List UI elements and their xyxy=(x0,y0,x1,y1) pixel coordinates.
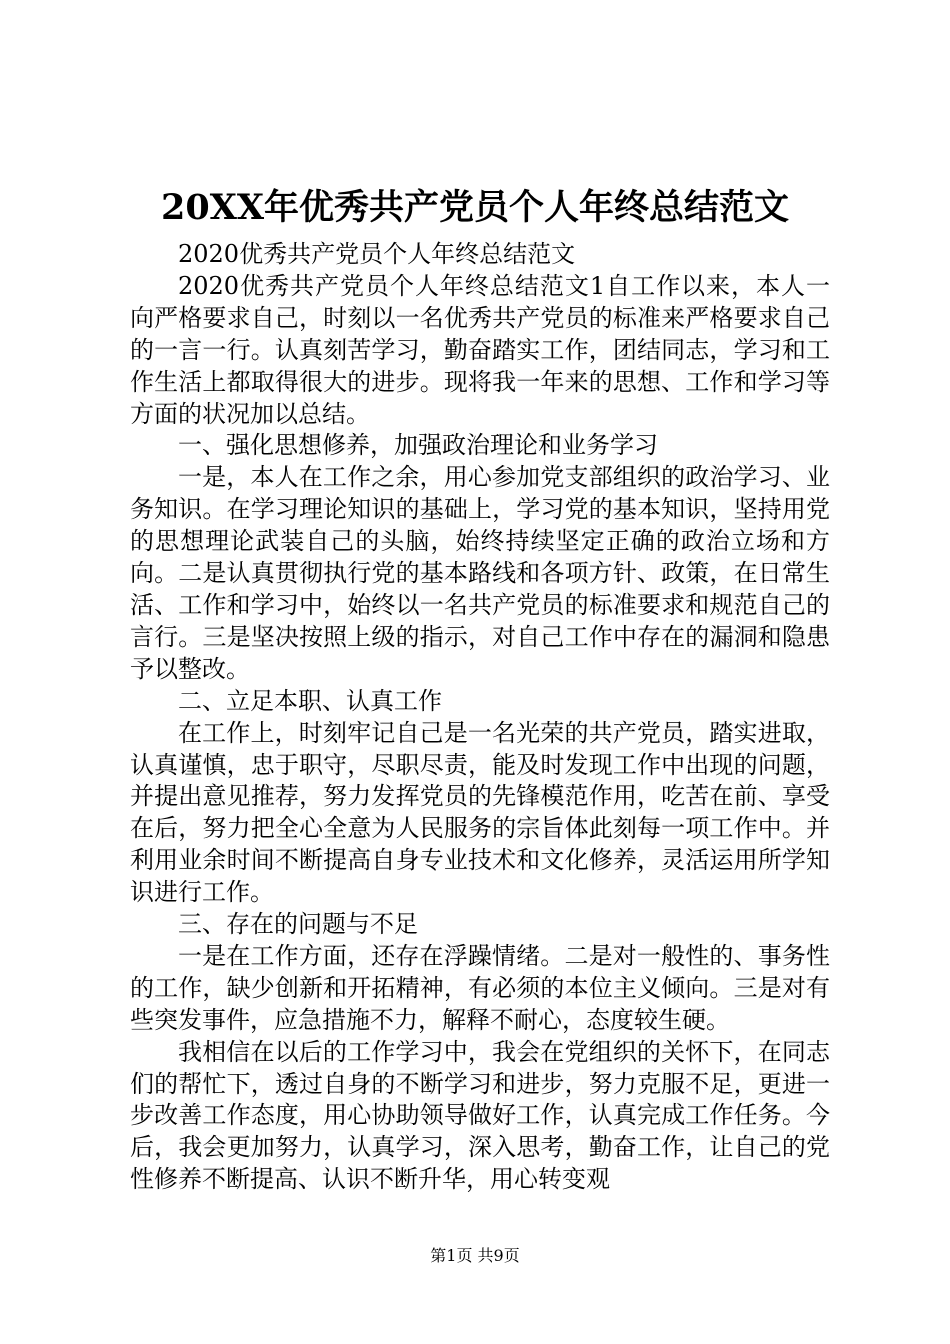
document-title: 20XX年优秀共产党员个人年终总结范文 xyxy=(160,187,790,228)
body-paragraph: 一是在工作方面，还存在浮躁情绪。二是对一般性的、事务性的工作，缺少创新和开拓精神，有必须的本位主义倾向。三是对有些突发事件，应急措施不力，解释不耐心，态度较生硬。 xyxy=(130,941,830,1034)
intro-paragraph: 2020优秀共产党员个人年终总结范文1自工作以来，本人一向严格要求自己，时刻以一名优秀共产党员的标准来严格要求自己的一言一行。认真刻苦学习，勤奋踏实工作，团结同志，学习和工作生活上都取得很大的进步。现将我一年来的思想、工作和学习等方面的状况加以总结。 xyxy=(130,271,830,428)
body-paragraph: 我相信在以后的工作学习中，我会在党组织的关怀下，在同志们的帮忙下，透过自身的不断学习和进步，努力克服不足，更进一步改善工作态度，用心协助领导做好工作，认真完成工作任务。今后，我会更加努力，认真学习，深入思考，勤奋工作，让自己的党性修养不断提高、认识不断升华，用心转变观 xyxy=(130,1037,830,1194)
page-number-footer: 第1页 共9页 xyxy=(430,1246,520,1265)
body-paragraph: 一是，本人在工作之余，用心参加党支部组织的政治学习、业务知识。在学习理论知识的基础上，学习党的基本知识，坚持用党的思想理论武装自己的头脑，始终持续坚定正确的政治立场和方向。二是认真贯彻执行党的基本路线和各项方针、政策，在日常生活、工作和学习中，始终以一名共产党员的标准要求和规范自己的言行。三是坚决按照上级的指示，对自己工作中存在的漏洞和隐患予以整改。 xyxy=(130,463,830,683)
subtitle-paragraph: 2020优秀共产党员个人年终总结范文 xyxy=(178,240,576,268)
body-paragraph: 在工作上，时刻牢记自己是一名光荣的共产党员，踏实进取，认真谨慎，忠于职守，尽职尽责，能及时发现工作中出现的问题，并提出意见推荐，努力发挥党员的先锋模范作用，吃苦在前、享受在后，努力把全心全意为人民服务的宗旨体此刻每一项工作中。并利用业余时间不断提高自身专业技术和文化修养，灵活运用所学知识进行工作。 xyxy=(130,718,830,907)
section-heading-3: 三、存在的问题与不足 xyxy=(178,910,418,939)
document-body xyxy=(130,239,830,1196)
section-heading-1: 一、强化思想修养，加强政治理论和业务学习 xyxy=(178,431,658,460)
section-heading-2: 二、立足本职、认真工作 xyxy=(178,686,442,715)
